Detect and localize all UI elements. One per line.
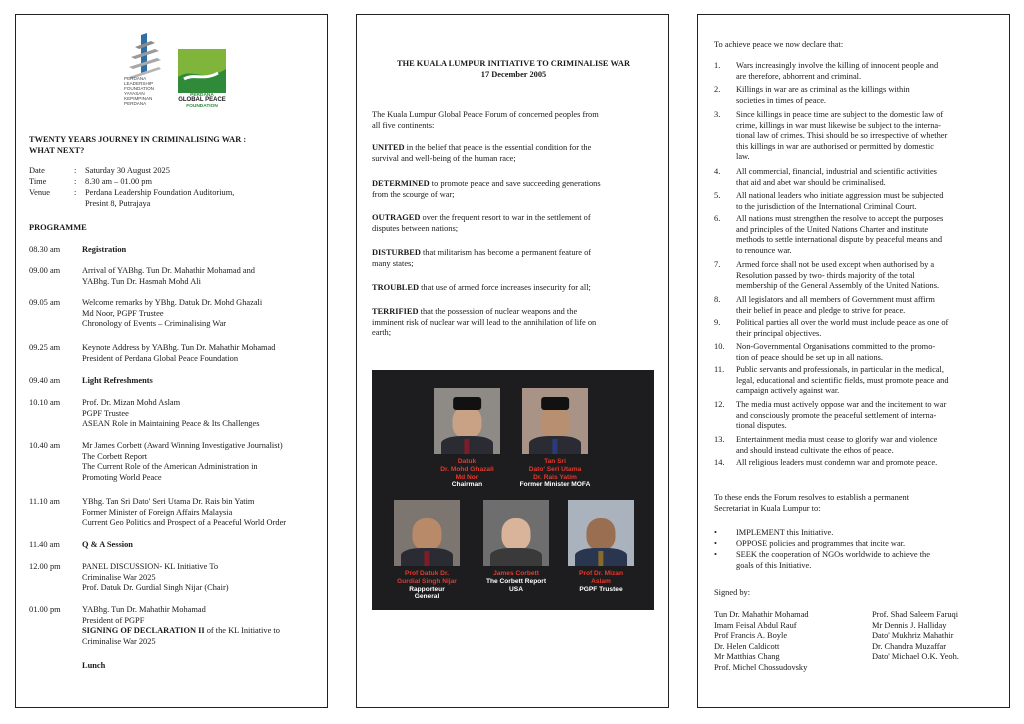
signing-declaration: SIGNING OF DECLARATION II bbox=[82, 626, 205, 636]
declaration-number: 8. bbox=[714, 295, 721, 304]
speaker-photo-corbett bbox=[483, 500, 549, 566]
time-value: 8.30 am – 01.00 pm bbox=[85, 177, 152, 186]
declaration-number: 12. bbox=[714, 400, 725, 409]
time-label: Time bbox=[29, 177, 47, 186]
signatories-right: Prof. Shad Saleem Faruqi Mr Dennis J. Halliday Dato' Mukhriz Mahathir Dr. Chandra Muzaffar Dato' Michael O.K. Yeoh. bbox=[872, 610, 959, 662]
signed-by-label: Signed by: bbox=[714, 588, 751, 597]
programme-text: Registration bbox=[82, 245, 127, 254]
declaration-number: 2. bbox=[714, 85, 721, 94]
venue-value: Perdana Leadership Foundation Auditorium, bbox=[85, 188, 235, 197]
initiative-date: 17 December 2005 bbox=[480, 70, 547, 79]
programme-time: 10.10 am bbox=[29, 398, 61, 407]
programme-time: 12.00 pm bbox=[29, 562, 61, 571]
programme-time: 09.05 am bbox=[29, 298, 61, 307]
speaker-photo-ghazali bbox=[434, 388, 500, 454]
date-value: Saturday 30 August 2025 bbox=[85, 166, 170, 175]
programme-time: 08.30 am bbox=[29, 245, 61, 254]
declaration-number: 3. bbox=[714, 110, 721, 119]
venue-value-2: Presint 8, Putrajaya bbox=[85, 199, 151, 208]
declaration-number: 1. bbox=[714, 61, 721, 70]
declaration-number: 10. bbox=[714, 342, 725, 351]
bullet-item: OPPOSE policies and programmes that incite war. bbox=[736, 539, 906, 548]
declaration-item: Killings in war are as criminal as the killings within societies in times of peace. bbox=[736, 85, 910, 105]
speaker-caption-corbett: James Corbett The Corbett Report USA bbox=[485, 570, 547, 593]
declaration-number: 7. bbox=[714, 260, 721, 269]
lunch-item: Lunch bbox=[82, 661, 106, 670]
programme-text: Mr James Corbett (Award Winning Investigative Journalist) The Corbett Report The Current Role of the American Administration in Promoting World Peace bbox=[82, 441, 283, 482]
clause-united: UNITED in the belief that peace is the essential condition for the survival and well-being of the human race; bbox=[372, 143, 592, 163]
declaration-number: 4. bbox=[714, 167, 721, 176]
programme-text: PANEL DISCUSSION- KL Initiative To Criminalise War 2025 Prof. Datuk Dr. Gurdial Singh Nijar (Chair) bbox=[82, 562, 229, 593]
bullet-dot: • bbox=[714, 550, 717, 559]
ends-paragraph: To these ends the Forum resolves to establish a permanent Secretariat in Kuala Lumpur to: bbox=[714, 493, 910, 513]
programme-text: YBhg. Tan Sri Dato' Seri Utama Dr. Rais bin Yatim Former Minister of Foreign Affairs Malaysia Current Geo Politics and Prospect of a Peaceful World Order bbox=[82, 497, 287, 528]
declaration-number: 14. bbox=[714, 458, 725, 467]
time-sep: : bbox=[74, 177, 77, 186]
date-label: Date bbox=[29, 166, 45, 175]
speakers-photo-panel bbox=[372, 370, 654, 610]
clause-terrified: TERRIFIED that the possession of nuclear weapons and the imminent risk of nuclear war will lead to the annihilation of life on earth; bbox=[372, 307, 597, 338]
programme-text: Light Refreshments bbox=[82, 376, 153, 385]
event-title: TWENTY YEARS JOURNEY IN CRIMINALISING WAR : WHAT NEXT? bbox=[29, 135, 247, 155]
declaration-item: All nations must strengthen the resolve to accept the purposes and principles of the United Nations Charter and institute methods to settle international dispute by peaceful means and to renounce war. bbox=[736, 214, 944, 255]
declaration-number: 13. bbox=[714, 435, 725, 444]
declaration-item: Non-Governmental Organisations committed to the promo- tion of peace should be set up in all nations. bbox=[736, 342, 936, 362]
programme-time: 01.00 pm bbox=[29, 605, 61, 614]
programme-text: Prof. Dr. Mizan Mohd Aslam PGPF Trustee ASEAN Role in Maintaining Peace & Its Challenges bbox=[82, 398, 260, 429]
bullet-dot: • bbox=[714, 539, 717, 548]
declaration-item: Since killings in peace time are subject to the domestic law of crime, killings in war must likewise be subject to the interna- tional law of crimes. Thisi should be so irrespective of whether this killings in war are authorised or permitted by domestic law. bbox=[736, 110, 948, 162]
programme-time: 09.00 am bbox=[29, 266, 61, 275]
programme-time: 10.40 am bbox=[29, 441, 61, 450]
declaration-item: All religious leaders must condemn war and promote peace. bbox=[736, 458, 938, 467]
logo2-lettering: PERDANA GLOBAL PEACE FOUNDATION bbox=[178, 93, 226, 109]
programme-time: 11.10 am bbox=[29, 497, 60, 506]
declaration-item: Public servants and professionals, in particular in the medical, legal, educational and scientific fields, must promote peace and campaign actively against war. bbox=[736, 365, 949, 396]
bullet-dot: • bbox=[714, 528, 717, 537]
declaration-item: All commercial, financial, industrial and scientific activities that aid and abet war should be criminalised. bbox=[736, 167, 937, 187]
programme-text: Arrival of YABhg. Tun Dr. Mahathir Mohamad and YABhg. Tun Dr. Hasmah Mohd Ali bbox=[82, 266, 255, 286]
venue-label: Venue bbox=[29, 188, 50, 197]
declaration-item: Political parties all over the world must include peace as one of their principal objectives. bbox=[736, 318, 949, 338]
signatories-left: Tun Dr. Mahathir Mohamad Imam Feisal Abdul Rauf Prof Francis A. Boyle Dr. Helen Caldicott Mr Matthias Chang Prof. Michel Chossudovsky bbox=[714, 610, 809, 672]
initiative-intro: The Kuala Lumpur Global Peace Forum of concerned peoples from all five continents: bbox=[372, 110, 599, 130]
programme-text: Q & A Session bbox=[82, 540, 133, 549]
speaker-caption-mizan: Prof Dr. Mizan Aslam PGPF Trustee bbox=[579, 570, 623, 593]
declaration-number: 9. bbox=[714, 318, 721, 327]
speaker-caption-ghazali: Datuk Dr. Mohd Ghazali Md Nor Chairman bbox=[440, 458, 494, 489]
speaker-caption-gurdial: Prof Datuk Dr. Gurdial Singh Nijar Rapporteur General bbox=[397, 570, 457, 601]
programme-time: 09.25 am bbox=[29, 343, 61, 352]
clause-outraged: OUTRAGED over the frequent resort to war in the settlement of disputes between nations; bbox=[372, 213, 591, 233]
programme-time: 11.40 am bbox=[29, 540, 60, 549]
declaration-number: 6. bbox=[714, 214, 721, 223]
declaration-item: Wars increasingly involve the killing of innocent people and are therefore, abhorrent and criminal. bbox=[736, 61, 939, 81]
programme-text: Keynote Address by YABhg. Tun Dr. Mahathir Mohamad President of Perdana Global Peace Foundation bbox=[82, 343, 276, 363]
initiative-panel bbox=[356, 14, 669, 708]
programme-text: YABhg. Tun Dr. Mahathir Mohamad President of PGPF SIGNING OF DECLARATION II of the KL Initiative to Criminalise War 2025 bbox=[82, 605, 280, 646]
logo1-lettering: PERDANA LEADERSHIP FOUNDATION YAYASAN KEPIMPINAN PERDANA bbox=[124, 76, 155, 106]
venue-sep: : bbox=[74, 188, 77, 197]
bullet-item: IMPLEMENT this Initiative. bbox=[736, 528, 834, 537]
declaration-item: All legislators and all members of Government must affirm their belief in peace and pledge to strive for peace. bbox=[736, 295, 935, 315]
date-sep: : bbox=[74, 166, 77, 175]
declaration-item: Entertainment media must cease to glorify war and violence and should instead cultivate the ethos of peace. bbox=[736, 435, 938, 455]
declaration-item: All national leaders who initiate aggression must be subjected to the jurisdiction of the International Criminal Court. bbox=[736, 191, 944, 211]
clause-determined: DETERMINED to promote peace and save succeeding generations from the scourge of war; bbox=[372, 179, 601, 199]
programme-heading: PROGRAMME bbox=[29, 223, 87, 232]
declaration-item: Armed force shall not be used except when authorised by a Resolution passed by two- thirds majority of the total membership of the General Assembly of the United Nations. bbox=[736, 260, 940, 291]
initiative-title: THE KUALA LUMPUR INITIATIVE TO CRIMINALISE WAR bbox=[397, 59, 630, 68]
programme-text: Welcome remarks by YBhg. Datuk Dr. Mohd Ghazali Md Noor, PGPF Trustee Chronology of Events – Criminalising War bbox=[82, 298, 263, 329]
speaker-photo-gurdial bbox=[394, 500, 460, 566]
declaration-item: The media must actively oppose war and the incitement to war and consciously promote the peaceful settlement of interna- tional disputes. bbox=[736, 400, 947, 431]
declaration-number: 11. bbox=[714, 365, 725, 374]
speaker-photo-mizan bbox=[568, 500, 634, 566]
speaker-caption-rais: Tan Sri Dato' Seri Utama Dr. Rais Yatim Former Minister MOFA bbox=[519, 458, 591, 489]
bullet-item: SEEK the cooperation of NGOs worldwide to achieve the goals of this Initiative. bbox=[736, 550, 930, 570]
programme-time: 09.40 am bbox=[29, 376, 61, 385]
declaration-panel bbox=[697, 14, 1010, 708]
clause-disturbed: DISTURBED that militarism has become a permanent feature of many states; bbox=[372, 248, 592, 268]
declaration-heading: To achieve peace we now declare that: bbox=[714, 40, 844, 49]
signing-rest: of the KL Initiative to bbox=[204, 626, 280, 636]
clause-troubled: TROUBLED that use of armed force increases insecurity for all; bbox=[372, 283, 591, 292]
declaration-number: 5. bbox=[714, 191, 721, 200]
programme-panel bbox=[15, 14, 328, 708]
speaker-photo-rais bbox=[522, 388, 588, 454]
